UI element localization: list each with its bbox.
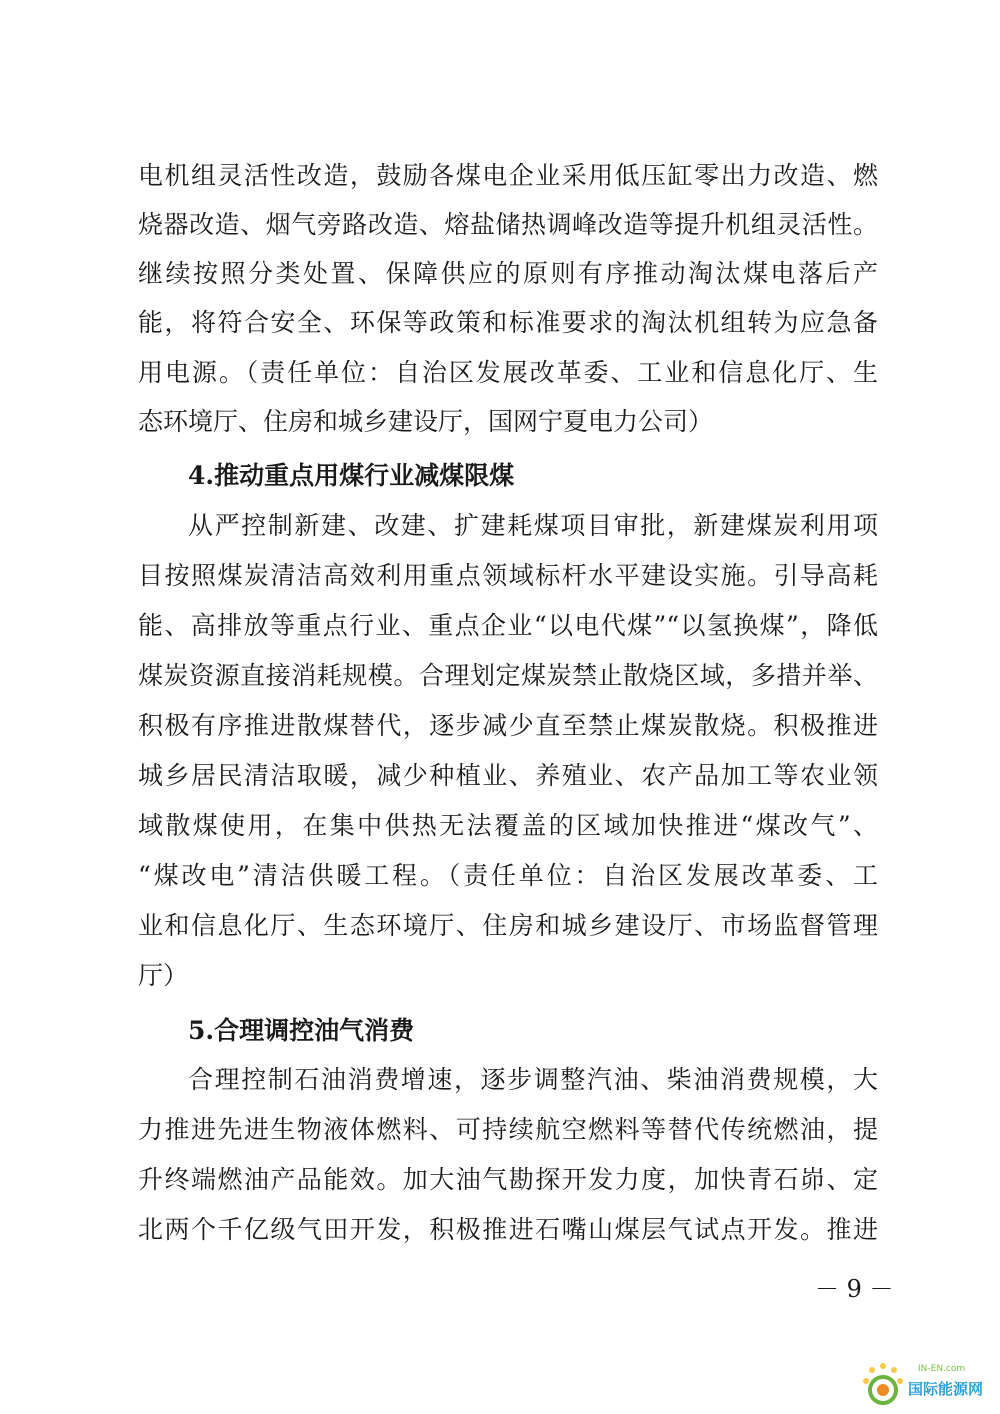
paragraph-line: 从严控制新建、改建、扩建耗煤项目审批，新建煤炭利用项 [188, 511, 878, 540]
paragraph-line: 升终端燃油产品能效。加大油气勘探开发力度，加快青石峁、定 [138, 1165, 878, 1194]
paragraph-line: 用电源。（责任单位：自治区发展改革委、工业和信息化厅、生 [138, 358, 878, 387]
paragraph-line: “煤改电”清洁供暖工程。（责任单位：自治区发展改革委、工 [138, 861, 878, 890]
paragraph-line: 能，将符合安全、环保等政策和标准要求的淘汰机组转为应急备 [138, 308, 878, 337]
watermark-domain: IN-EN.com [918, 1364, 966, 1374]
paragraph-line: 煤炭资源直接消耗规模。合理划定煤炭禁止散烧区域，多措并举、 [138, 661, 878, 690]
paragraph-line: 北两个千亿级气田开发，积极推进石嘴山煤层气试点开发。推进 [138, 1215, 878, 1244]
paragraph-line: 力推进先进生物液体燃料、可持续航空燃料等替代传统燃油，提 [138, 1115, 878, 1144]
watermark-logo [860, 1358, 1000, 1414]
paragraph-line: 能、高排放等重点行业、重点企业“以电代煤”“以氢换煤”，降低 [138, 611, 878, 640]
section-heading-4: 4.推动重点用煤行业减煤限煤 [188, 461, 515, 490]
section-heading-5: 5.合理调控油气消费 [188, 1016, 415, 1045]
paragraph-line: 烧器改造、烟气旁路改造、熔盐储热调峰改造等提升机组灵活性。 [138, 210, 878, 239]
paragraph-line: 城乡居民清洁取暖，减少种植业、养殖业、农产品加工等农业领 [138, 761, 878, 790]
paragraph-line: 业和信息化厅、生态环境厅、住房和城乡建设厅、市场监督管理 [138, 911, 878, 940]
paragraph-line: 积极有序推进散煤替代，逐步减少直至禁止煤炭散烧。积极推进 [138, 711, 878, 740]
paragraph-line: 目按照煤炭清洁高效利用重点领域标杆水平建设实施。引导高耗 [138, 561, 878, 590]
paragraph-line: 域散煤使用，在集中供热无法覆盖的区域加快推进“煤改气”、 [138, 811, 878, 840]
watermark-brand: 国际能源网 [908, 1380, 984, 1398]
paragraph-line: 态环境厅、住房和城乡建设厅，国网宁夏电力公司） [138, 407, 714, 436]
paragraph-line: 厅） [138, 961, 189, 990]
page-number: － 9 － [815, 1275, 894, 1303]
paragraph-line: 电机组灵活性改造，鼓励各煤电企业采用低压缸零出力改造、燃 [138, 161, 878, 190]
paragraph-line: 合理控制石油消费增速，逐步调整汽油、柴油消费规模，大 [188, 1065, 878, 1094]
sun-logo-icon [860, 1360, 906, 1412]
paragraph-line: 继续按照分类处置、保障供应的原则有序推动淘汰煤电落后产 [138, 259, 878, 288]
